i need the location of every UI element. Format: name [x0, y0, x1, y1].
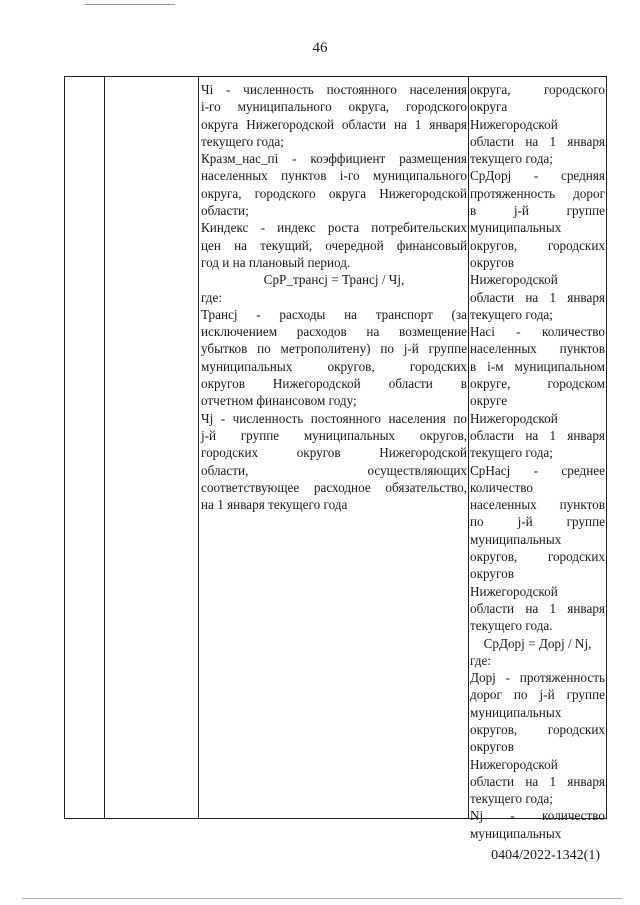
column3-text-line: исключением расходов на возмещение	[201, 324, 467, 340]
column4-text-line: муниципальных	[470, 220, 562, 236]
column3-cell	[201, 81, 467, 513]
column-divider-1	[104, 77, 105, 818]
column4-text-line: округов, городских	[470, 237, 605, 253]
column4-text-line: округе, городском	[470, 376, 605, 392]
column-divider-3	[468, 77, 469, 818]
column4-text-line: населенных пунктов	[470, 341, 605, 357]
column3-text-line: соответствующее расходное обязательство,	[201, 479, 467, 495]
column3-text-line: где:	[201, 289, 222, 305]
column4-text-line: текущего года;	[470, 791, 553, 807]
column4-cell	[470, 81, 605, 842]
column4-text-line: по j-й группе	[470, 514, 605, 530]
scan-artifact	[22, 898, 622, 899]
column4-text-line: муниципальных	[470, 825, 562, 841]
column4-text-line: СрДорj - средняя	[470, 168, 605, 184]
column4-text-line: СрНасj - среднее	[470, 462, 605, 478]
column3-text-line: муниципальных округов, городских	[201, 358, 467, 374]
column3-text-line: городских округов Нижегородской	[201, 445, 467, 461]
column4-text-line: Насi - количество	[470, 324, 605, 340]
column4-text-line: округов	[470, 566, 514, 582]
column4-text-line: Nj - количество	[470, 808, 605, 824]
column3-text-line: j-й группе муниципальных округов,	[201, 427, 467, 443]
table-border-left	[64, 77, 65, 818]
column4-text-line: округов, городских	[470, 721, 605, 737]
column3-text-line: области, осуществляющих	[201, 462, 467, 478]
formula-table	[64, 76, 607, 841]
column4-text-line: Нижегородской	[470, 756, 558, 772]
column4-text-line: текущего года;	[470, 151, 553, 167]
column3-text-line: текущего года;	[201, 133, 284, 149]
column4-text-line: в j-й группе	[470, 203, 605, 219]
column4-text-line: округа	[470, 99, 508, 115]
column4-text-line: муниципальных	[470, 704, 562, 720]
column-divider-2	[198, 77, 199, 818]
table-border-right	[606, 77, 607, 818]
column4-text-line: Нижегородской	[470, 272, 558, 288]
scan-artifact	[85, 4, 175, 5]
column3-text-line: Чi - численность постоянного населения	[201, 82, 467, 97]
column4-text-line: где:	[470, 652, 491, 668]
column3-text-line: Киндекс - индекс роста потребительских	[201, 220, 467, 236]
column4-text-line: муниципальных	[470, 531, 562, 547]
column4-text-line: Нижегородской	[470, 116, 558, 132]
column3-text-line: Кразм_нас_пi - коэффициент размещения	[201, 151, 467, 167]
column4-text-line: округов	[470, 254, 514, 270]
column3-text-line: убытков по метрополитену) по j-й группе	[201, 341, 467, 357]
column4-text-line: округов, городских	[470, 549, 605, 565]
column4-text-line: протяженность дорог	[470, 185, 605, 201]
document-id: 0404/2022-1342(1)	[491, 848, 600, 863]
column4-text-line: области на 1 января	[470, 773, 605, 789]
column4-text-line: области на 1 января	[470, 289, 605, 305]
column4-text-line: Нижегородской	[470, 583, 558, 599]
column4-text-line: в i-м муниципальном	[470, 358, 605, 374]
column4-text-line: округа, городского	[470, 82, 605, 97]
column4-text-line: населенных пунктов	[470, 497, 605, 513]
column4-text-line: округе	[470, 393, 508, 409]
column3-text-line: год и на плановый период.	[201, 254, 351, 270]
column3-text-line: округа Нижегородской области на 1 января	[201, 116, 467, 132]
column4-text-line: области на 1 января	[470, 427, 605, 443]
column3-text-line: на 1 января текущего года	[201, 497, 348, 513]
column3-text-line: СрР_трансj = Трансj / Чj,	[263, 272, 405, 288]
column4-text-line: округов	[470, 739, 514, 755]
column3-text-line: округов Нижегородской области в	[201, 376, 467, 392]
column3-text-line: населенных пунктов i-го муниципального	[201, 168, 467, 184]
column3-text-line: области;	[201, 203, 249, 219]
page-number: 46	[312, 40, 328, 56]
column4-text-line: текущего года;	[470, 306, 553, 322]
column3-text-line: отчетном финансовом году;	[201, 393, 357, 409]
column4-text-line: области на 1 января	[470, 133, 605, 149]
column3-text-line: Трансj - расходы на транспорт (за	[201, 306, 467, 322]
column3-text-line: округа, городского округа Нижегородской	[201, 185, 467, 201]
column4-text-line: количество	[470, 479, 533, 495]
column3-text-line: Чj - численность постоянного населения по	[201, 410, 467, 426]
column4-text-line: Нижегородской	[470, 410, 558, 426]
column4-text-line: текущего года.	[470, 618, 553, 634]
column4-text-line: области на 1 января	[470, 600, 605, 616]
column4-text-line: текущего года;	[470, 445, 553, 461]
column4-text-line: СрДорj = Дорj / Nj,	[483, 635, 592, 651]
column3-text-line: i-го муниципального округа, городского	[201, 99, 467, 115]
column4-text-line: Дорj - протяженность	[470, 670, 605, 686]
column3-text-line: цен на текущий, очередной финансовый	[201, 237, 467, 253]
column4-text-line: дорог по j-й группе	[470, 687, 605, 703]
